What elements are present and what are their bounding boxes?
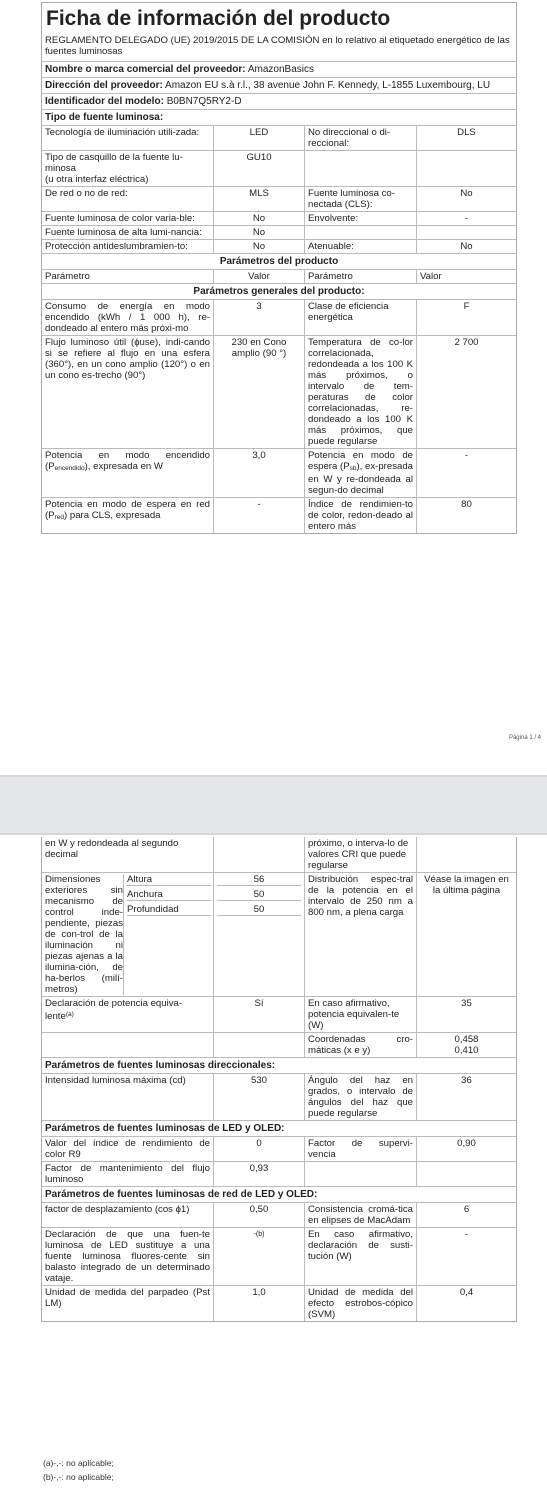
dimmable-value: No <box>460 241 473 252</box>
supplier-address-label: Dirección del proveedor: <box>45 80 163 91</box>
glare-row <box>42 239 516 253</box>
height-value: 56 <box>217 874 301 886</box>
high-luminance-value: No <box>214 226 305 239</box>
directional-heading: Parámetros de fuentes luminosas direccionales: <box>42 1057 516 1073</box>
flux-value: 230 en Cono amplio (90 °) <box>214 336 305 448</box>
power-on-label-a: Potencia en modo encendido (P <box>45 450 210 472</box>
survival-label: Factor de supervi-vencia <box>305 1137 417 1161</box>
maintenance-label: Factor de mantenimiento del flujo luminoso <box>42 1162 214 1186</box>
footnotes <box>41 1455 114 1483</box>
cri-label: Índice de rendimien-to de color, redon-deado al entero más <box>305 498 417 533</box>
dimensions-split <box>45 874 210 995</box>
mains-row <box>42 186 516 211</box>
height-label: Altura <box>127 874 211 886</box>
directional-value: DLS <box>457 127 476 138</box>
header-param-1: Parámetro <box>42 270 214 283</box>
width-value: 50 <box>217 886 301 901</box>
power-on-label-sub: encendido <box>54 465 85 472</box>
standby-power-label-a: Potencia en modo de espera (P <box>308 450 413 472</box>
displacement-value: 0,50 <box>214 1203 305 1227</box>
retrofit-row <box>42 1227 516 1285</box>
continued-empty-b <box>417 837 516 872</box>
envelope-value: - <box>464 213 469 224</box>
supplier-address-row <box>42 77 516 93</box>
equivalent-label <box>42 997 214 1032</box>
page-gap <box>0 775 547 835</box>
energy-value: 3 <box>214 300 305 335</box>
cri-value: 80 <box>461 499 472 510</box>
dimmable-label: Atenuable: <box>305 240 417 253</box>
dimensions-axes <box>123 874 211 995</box>
standby-power-label-b: ), ex-presada en W y re-dondeada al segun-do decimal <box>308 461 413 496</box>
model-id-row <box>42 93 516 109</box>
page-number: Página 1 / 4 <box>508 735 541 741</box>
r9-label: Valor del índice de rendimiento de color R9 <box>42 1137 214 1161</box>
supplier-address-value: Amazon EU s.à r.l., 38 avenue John F. Kennedy, L-1855 Luxembourg, LU <box>165 80 491 91</box>
networked-standby-label-b: ) para CLS, expresada <box>64 510 161 521</box>
flux-label: Flujo luminoso útil (ɸuse), indi-cando si se refiere al flujo en una esfera (360°), en un cono amplio (120°) o en un cono es-trecho (90°) <box>42 336 214 448</box>
high-luminance-row <box>42 225 516 239</box>
networked-standby-label-a: Potencia en modo de espera en red (P <box>45 499 210 521</box>
dimensions-values <box>214 873 305 996</box>
displacement-label: factor de desplazamiento (cos ɸ1) <box>42 1203 214 1227</box>
product-info-sheet-continued <box>41 837 517 1322</box>
colour-value: No <box>214 212 305 225</box>
power-on-label-b: ), expresada en W <box>84 461 163 472</box>
flicker-value: 1,0 <box>214 1286 305 1321</box>
page-title: Ficha de información del producto <box>46 7 391 30</box>
mains-value: MLS <box>214 187 305 211</box>
power-on-value: 3,0 <box>214 449 305 497</box>
intensity-row <box>42 1073 516 1120</box>
equivalent-footnote-ref: (a) <box>65 1011 74 1018</box>
high-empty-b <box>417 226 516 239</box>
supplier-name-label: Nombre o marca comercial del proveedor: <box>45 64 246 75</box>
r9-row <box>42 1136 516 1161</box>
networked-standby-label-sub: red <box>54 514 64 521</box>
dimensions-label: Dimensiones exteriores sin mecanismo de control inde-pendiente, piezas de con-trol de la iluminación ni piezas ajenas a la ilumina-ción, de ha-berlos (milí-metros) <box>45 874 123 995</box>
equivalent-label-text: Declaración de potencia equiva-lente <box>45 998 183 1022</box>
spectral-label: Distribución espec-tral de la potencia en el intervalo de 250 nm a 800 nm, a plena carga <box>305 873 417 996</box>
dimensions-row <box>42 872 516 996</box>
page-2 <box>0 835 547 1500</box>
model-id-value: B0BN7Q5RY2-D <box>166 96 242 107</box>
cap-label <box>42 151 214 186</box>
dimensions-cell <box>42 873 214 996</box>
cls-label: Fuente luminosa co-nectada (CLS): <box>305 187 417 211</box>
displacement-row <box>42 1202 516 1227</box>
maintenance-empty-b <box>417 1162 516 1186</box>
chroma-y: 0,410 <box>454 1045 479 1056</box>
networked-standby-label <box>42 498 214 533</box>
flicker-label: Unidad de medida del parpadeo (Pst LM) <box>42 1286 214 1321</box>
chroma-row <box>42 1032 516 1057</box>
supplier-name-row <box>42 61 516 77</box>
intensity-value: 530 <box>214 1074 305 1120</box>
chroma-empty-a <box>42 1033 214 1057</box>
tech-label: Tecnología de iluminación utili-zada: <box>42 126 214 150</box>
product-info-sheet <box>41 2 517 534</box>
retrofit-label: Declaración de que una fuen-te luminosa de LED sustituye a una fuente luminosa fluores-cente sin balasto integrado de un determinado vataje. <box>42 1228 214 1285</box>
beam-angle-value: 36 <box>461 1075 472 1086</box>
cls-value: No <box>460 188 473 199</box>
mains-label: De red o no de red: <box>42 187 214 211</box>
energy-row <box>42 299 516 335</box>
stroboscopic-label: Unidad de medida del efecto estrobos-cópico (SVM) <box>305 1286 417 1321</box>
footnote-b: (b)-,-: no aplicable; <box>43 1472 114 1482</box>
model-id-label: Identificador del modelo: <box>45 96 164 107</box>
equivalent-power-label: En caso afirmativo, potencia equivalen-te (W) <box>305 997 417 1032</box>
power-on-row <box>42 448 516 497</box>
chroma-label: Coordenadas cro-máticas (x e y) <box>305 1033 417 1057</box>
cct-label: Temperatura de co-lor correlacionada, redondeada a los 100 K más próximos, o intervalo de tem-peraturas de color correlacionadas, re-dondeado a los 100 K más próximos, que puede regularse <box>305 336 417 448</box>
header-row <box>42 269 516 283</box>
colour-label: Fuente luminosa de color varia-ble: <box>42 212 214 225</box>
header-param-2: Parámetro <box>305 270 417 283</box>
equivalent-value: Sí <box>214 997 305 1032</box>
width-label: Anchura <box>127 886 211 901</box>
product-params-heading: Parámetros del producto <box>42 253 516 269</box>
continued-cri-label: próximo, o interva-lo de valores CRI que puede regularse <box>305 837 417 872</box>
led-heading: Parámetros de fuentes luminosas de LED y OLED: <box>42 1120 516 1136</box>
energy-label: Consumo de energía en modo encendido (kWh / 1 000 h), re-dondeado al entero más próxi-mo <box>42 300 214 335</box>
cct-value: 2 700 <box>454 337 479 348</box>
depth-value: 50 <box>217 901 301 916</box>
efficiency-value: F <box>463 301 470 312</box>
supplier-name-value: AmazonBasics <box>247 64 314 75</box>
continued-empty <box>214 837 305 872</box>
continued-row <box>42 837 516 872</box>
chroma-values <box>417 1033 516 1057</box>
cap-empty-a <box>305 151 417 186</box>
intensity-label: Intensidad luminosa máxima (cd) <box>42 1074 214 1120</box>
standby-power-label-sub: sb <box>349 465 357 472</box>
standby-power-label <box>305 449 417 497</box>
glare-value: No <box>214 240 305 253</box>
equivalent-row <box>42 996 516 1032</box>
r9-value: 0 <box>214 1137 305 1161</box>
maintenance-row <box>42 1161 516 1186</box>
cap-empty-b <box>417 151 516 186</box>
cap-value: GU10 <box>214 151 305 186</box>
high-empty-a <box>305 226 417 239</box>
header-value-1: Valor <box>214 270 305 283</box>
depth-label: Profundidad <box>127 901 211 916</box>
power-on-label <box>42 449 214 497</box>
envelope-label: Envolvente: <box>305 212 417 225</box>
beam-angle-label: Ángulo del haz en grados, o intervalo de ángulos del haz que puede regularse <box>305 1074 417 1120</box>
chroma-empty-b <box>214 1033 305 1057</box>
macadam-value: 6 <box>463 1204 470 1215</box>
high-luminance-label: Fuente luminosa de alta lumi-nancia: <box>42 226 214 239</box>
cap-label-sub: (u otra interfaz eléctrica) <box>45 174 149 185</box>
continued-label: en W y redondeada al segundo decimal <box>42 837 214 872</box>
flux-row <box>42 335 516 448</box>
general-params-heading: Parámetros generales del producto: <box>42 283 516 299</box>
spectral-value: Véase la imagen en la última página <box>424 874 509 896</box>
mains-led-heading: Parámetros de fuentes luminosas de red de LED y OLED: <box>42 1186 516 1202</box>
directional-label: No direccional o di-reccional: <box>305 126 417 150</box>
glare-label: Protección antideslumbramien-to: <box>42 240 214 253</box>
efficiency-label: Clase de eficiencia energética <box>305 300 417 335</box>
footnote-a: (a)-,-: no aplicable; <box>43 1458 114 1468</box>
stroboscopic-value: 0,4 <box>459 1287 474 1298</box>
light-type-label: Tipo de fuente luminosa: <box>42 109 516 125</box>
colour-row <box>42 211 516 225</box>
survival-value: 0,90 <box>457 1138 476 1149</box>
retrofit-value: -(b) <box>214 1228 305 1285</box>
header-value-2: Valor <box>420 271 442 282</box>
flicker-row <box>42 1285 516 1321</box>
maintenance-empty-a <box>305 1162 417 1186</box>
networked-standby-value: - <box>214 498 305 533</box>
cap-label-text: Tipo de casquillo de la fuente lu-minosa <box>45 152 183 174</box>
replacement-label: En caso afirmativo, declaración de susti-tución (W) <box>305 1228 417 1285</box>
tech-value: LED <box>214 126 305 150</box>
cap-row <box>42 150 516 186</box>
standby-power-value: - <box>464 450 469 461</box>
replacement-value: - <box>464 1229 469 1240</box>
regulation-text: REGLAMENTO DELEGADO (UE) 2019/2015 DE LA COMISIÓN en lo relativo al etiquetado energético de las fuentes luminosas <box>45 35 510 57</box>
tech-row <box>42 125 516 150</box>
networked-standby-row <box>42 497 516 533</box>
maintenance-value: 0,93 <box>214 1162 305 1186</box>
chroma-x: 0,458 <box>454 1034 479 1045</box>
equivalent-power-value: 35 <box>461 998 472 1009</box>
macadam-label: Consistencia cromá-tica en elipses de MacAdam <box>305 1203 417 1227</box>
